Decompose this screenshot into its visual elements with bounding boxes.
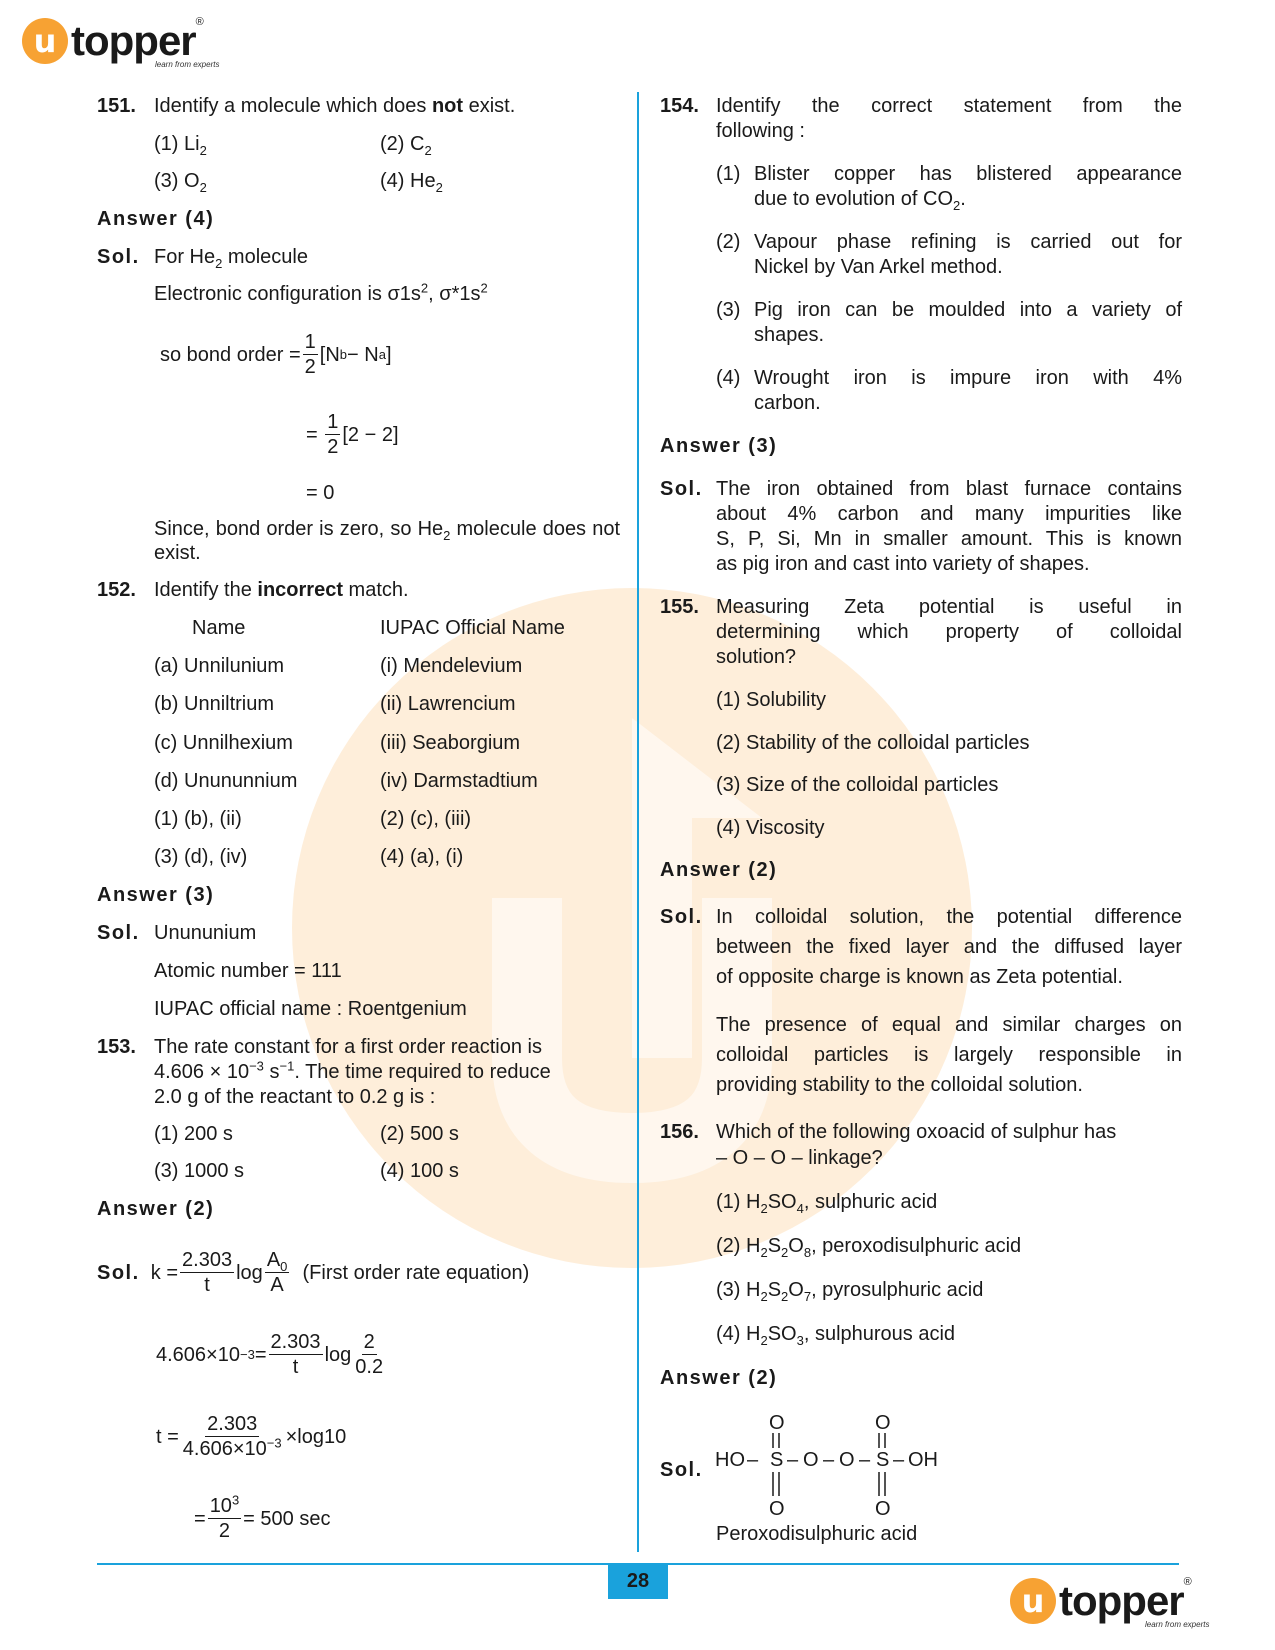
structure-dash-5: – xyxy=(893,1449,905,1471)
logo-registered: ® xyxy=(195,16,204,28)
footer-logo-tagline: learn from experts xyxy=(1145,1620,1210,1629)
structure-dash-1: – xyxy=(747,1449,759,1471)
q153-answer: Answer (2) xyxy=(97,1198,215,1220)
q152-row-d-left: (d) Unununnium xyxy=(154,770,298,792)
q155-question-line1: Measuring Zeta potential is useful in xyxy=(716,596,1182,618)
structure-s-right: S xyxy=(876,1449,890,1471)
q155-question-line3: solution? xyxy=(716,646,797,668)
q154-number: 154. xyxy=(660,95,699,117)
q151-number: 151. xyxy=(97,95,136,117)
q151-bond-order-step2: = $\frac{1}{2}$ [2 − 2] xyxy=(306,411,399,458)
structure-oh: OH xyxy=(908,1449,938,1471)
q152-row-a-left: (a) Unnilunium xyxy=(154,655,285,677)
q151-config: Electronic configuration is $\sigma 1s^2$, $\sigma*1s^2$ xyxy=(154,280,488,305)
q153-sol-equation1: Sol. k = $\frac{2.303}{t}$ log $\frac{A_0}{A}$ (First order rate equation) xyxy=(97,1249,530,1296)
q154-question-line2: following : xyxy=(716,120,805,142)
q154-sol-line4: as pig iron and cast into variety of shapes. xyxy=(716,553,1090,575)
logo-tagline: learn from experts xyxy=(155,60,220,69)
q152-row-b-left: (b) Unniltrium xyxy=(154,693,275,715)
q153-number: 153. xyxy=(97,1036,136,1058)
q155-option-2: (2) Stability of the colloidal particles xyxy=(716,732,1030,754)
q156-question-line2: – O – O – linkage? xyxy=(716,1147,883,1169)
q151-bond-order-result: = 0 xyxy=(306,482,335,504)
q156-option-2: (2) $H_2S_2O_8$, peroxodisulphuric acid xyxy=(716,1235,1022,1260)
q152-sol-label: Sol. xyxy=(97,922,140,944)
q153-sol-equation4: = $\frac{10^3}{2}$ = 500 sec xyxy=(194,1492,331,1542)
q154-sol-line3: S, P, Si, Mn in smaller amount. This is known xyxy=(716,528,1182,550)
structure-o-1: O xyxy=(803,1449,819,1471)
q152-row-d-right: (iv) Darmstadtium xyxy=(380,770,538,792)
q154-sol-line1: The iron obtained from blast furnace contains xyxy=(716,478,1182,500)
footer-logo-u-icon: u xyxy=(1010,1578,1056,1624)
q151-option-1: (1) $Li_2$ xyxy=(154,133,207,158)
structure-dash-4: – xyxy=(859,1449,871,1471)
q153-option-1: (1) 200 s xyxy=(154,1123,233,1145)
footer-logo-registered: ® xyxy=(1183,1576,1192,1588)
q152-number: 152. xyxy=(97,579,136,601)
structure-o-top-right: O xyxy=(875,1412,891,1434)
q155-option-4: (4) Viscosity xyxy=(716,817,825,839)
q154-option-4-line1: Wrought iron is impure iron with 4% xyxy=(754,367,1182,389)
q152-option-1: (1) (b), (ii) xyxy=(154,808,242,830)
q153-sol-equation2: 4.606×10 −3 = $\frac{2.303}{t}$ log $\frac{2}{0.2}$ xyxy=(156,1331,384,1378)
q155-sol-line1: In colloidal solution, the potential difference xyxy=(716,906,1182,928)
q156-option-1: (1) $H_2SO_4$, sulphuric acid xyxy=(716,1191,938,1216)
q156-option-4: (4) $H_2SO_3$, sulphurous acid xyxy=(716,1323,956,1348)
q152-row-b-right: (ii) Lawrencium xyxy=(380,693,516,715)
q156-structure-caption: Peroxodisulphuric acid xyxy=(716,1523,918,1545)
footer-logo-wordmark: topper xyxy=(1059,1577,1184,1624)
q152-option-3: (3) (d), (iv) xyxy=(154,846,248,868)
peroxodisulphuric-acid-structure xyxy=(715,1412,955,1522)
q151-bond-order-formula: so bond order = $\frac{1}{2}$ [N b − N a ] xyxy=(160,331,392,378)
q154-answer: Answer (3) xyxy=(660,435,778,457)
structure-o-bottom-left: O xyxy=(769,1498,785,1520)
q152-sol-line3: IUPAC official name : Roentgenium xyxy=(154,998,467,1020)
q153-line3: 2.0 g of the reactant to 0.2 g is : xyxy=(154,1086,436,1108)
q155-option-3: (3) Size of the colloidal particles xyxy=(716,774,999,796)
q152-sol-line2: Atomic number = 111 xyxy=(154,960,342,982)
q156-answer: Answer (2) xyxy=(660,1367,778,1389)
header-logo xyxy=(22,18,204,64)
q154-option-1-line1: Blister copper has blistered appearance xyxy=(754,163,1182,185)
q155-sol-line6: providing stability to the colloidal solution. xyxy=(716,1074,1083,1096)
q153-option-4: (4) 100 s xyxy=(380,1160,459,1182)
q156-option-3: (3) $H_2S_2O_7$, pyrosulphuric acid xyxy=(716,1279,984,1304)
q151-answer: Answer (4) xyxy=(97,208,215,230)
structure-ho: HO xyxy=(715,1449,745,1471)
q151-sol-label: Sol. xyxy=(97,246,140,268)
structure-o-2: O xyxy=(839,1449,855,1471)
q151-option-2: (2) $C_2$ xyxy=(380,133,432,158)
q155-sol-label: Sol. xyxy=(660,906,703,928)
q156-question-line1: Which of the following oxoacid of sulphur has xyxy=(716,1121,1117,1143)
q154-option-4-line2: carbon. xyxy=(754,392,821,414)
q154-option-3-label: (3) xyxy=(716,299,741,321)
q151-option-3: (3) $O_2$ xyxy=(154,170,207,195)
q155-option-1: (1) Solubility xyxy=(716,689,827,711)
q154-option-1-line2: due to evolution of $CO_2$. xyxy=(754,188,966,213)
q154-sol-label: Sol. xyxy=(660,478,703,500)
q154-option-2-label: (2) xyxy=(716,231,741,253)
q154-question-line1: Identify the correct statement from the xyxy=(716,95,1182,117)
q152-row-a-right: (i) Mendelevium xyxy=(380,655,523,677)
q154-option-3-line1: Pig iron can be moulded into a variety of xyxy=(754,299,1182,321)
q155-answer: Answer (2) xyxy=(660,859,778,881)
q151-question: Identify a molecule which does not exist. xyxy=(154,95,516,117)
q152-row-c-right: (iii) Seaborgium xyxy=(380,732,521,754)
q156-sol-label: Sol. xyxy=(660,1459,703,1481)
q155-sol-line3: of opposite charge is known as Zeta potential. xyxy=(716,966,1123,988)
q152-row-c-left: (c) Unnilhexium xyxy=(154,732,293,754)
page-number: 28 xyxy=(608,1563,668,1599)
logo-wordmark: topper xyxy=(71,17,196,64)
column-divider xyxy=(637,92,639,1552)
q154-option-3-line2: shapes. xyxy=(754,324,825,346)
q152-answer: Answer (3) xyxy=(97,884,215,906)
structure-dash-2: – xyxy=(787,1449,799,1471)
q154-sol-line2: about 4% carbon and many impurities like xyxy=(716,503,1182,525)
q155-sol-line2: between the fixed layer and the diffused layer xyxy=(716,936,1182,958)
q155-number: 155. xyxy=(660,596,699,618)
q153-sol-equation3: t = $\frac{2.303}{4.606\times 10^{-3}}$ ×log10 xyxy=(156,1413,347,1460)
q155-sol-line5: colloidal particles is largely responsible in xyxy=(716,1044,1182,1066)
q153-line2: $4.606 \times 10^{-3}$ $s^{-1}$. The time required to reduce xyxy=(154,1058,551,1083)
structure-o-bottom-right: O xyxy=(875,1498,891,1520)
q152-header-iupac: IUPAC Official Name xyxy=(380,617,565,639)
footer-logo xyxy=(1010,1578,1192,1624)
q152-question: Identify the incorrect match. xyxy=(154,579,409,601)
structure-dash-3: – xyxy=(823,1449,835,1471)
logo-u-icon: u xyxy=(22,18,68,64)
q154-option-2-line2: Nickel by Van Arkel method. xyxy=(754,256,1003,278)
q152-sol-line1: Unununium xyxy=(154,922,257,944)
q152-header-name: Name xyxy=(192,617,246,639)
q153-line1: The rate constant for a first order reaction is xyxy=(154,1036,542,1058)
q153-option-3: (3) 1000 s xyxy=(154,1160,245,1182)
q153-option-2: (2) 500 s xyxy=(380,1123,459,1145)
q156-number: 156. xyxy=(660,1121,699,1143)
structure-o-top-left: O xyxy=(769,1412,785,1434)
q151-conclusion: Since, bond order is zero, so $He_2$ molecule does not exist. xyxy=(154,518,620,564)
q151-option-4: (4) $He_2$ xyxy=(380,170,443,195)
q154-option-1-label: (1) xyxy=(716,163,741,185)
q154-option-2-line1: Vapour phase refining is carried out for xyxy=(754,231,1182,253)
q155-question-line2: determining which property of colloidal xyxy=(716,621,1182,643)
q152-option-2: (2) (c), (iii) xyxy=(380,808,472,830)
q151-sol-line1: For $He_2$ molecule xyxy=(154,246,308,271)
q152-option-4: (4) (a), (i) xyxy=(380,846,464,868)
q155-sol-line4: The presence of equal and similar charges on xyxy=(716,1014,1182,1036)
structure-s-left: S xyxy=(770,1449,784,1471)
q154-option-4-label: (4) xyxy=(716,367,741,389)
